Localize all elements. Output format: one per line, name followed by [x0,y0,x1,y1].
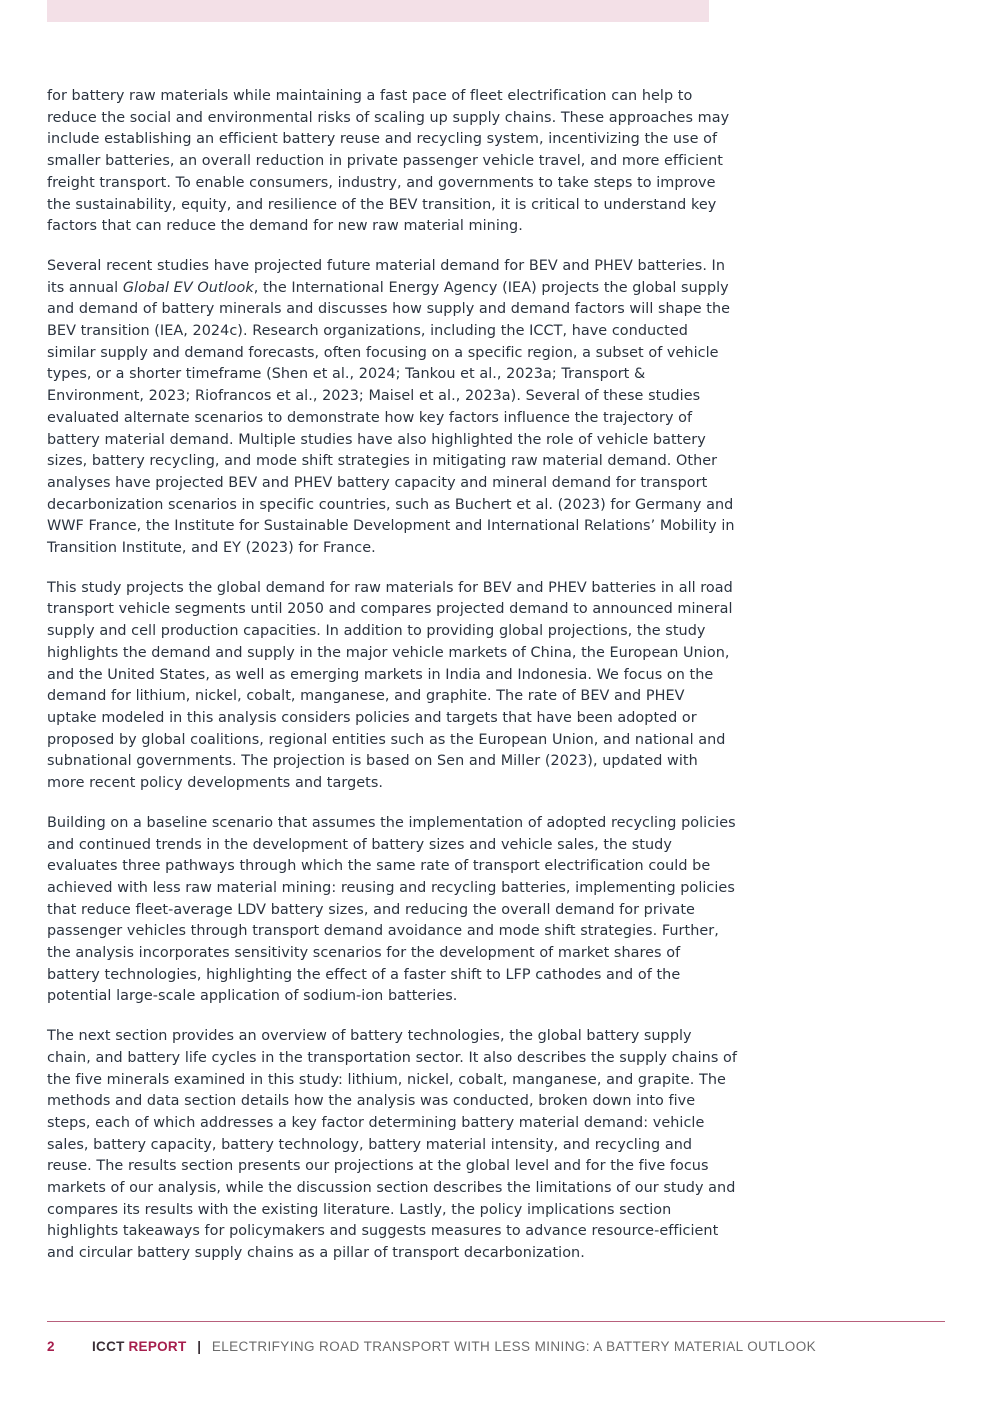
page-number: 2 [47,1339,55,1354]
header-color-band [47,0,709,22]
footer-divider [47,1321,945,1322]
brand-report: REPORT [128,1339,187,1354]
publication-title: Global EV Outlook [122,279,254,296]
paragraph-3: This study projects the global demand for raw materials for BEV and PHEV batteries in all road transport vehicle segments until 2050 and compares projected demand to announced mineral supply and cell production capacities. In addition to providing global projections, the study highlights the demand and supply in the major vehicle markets of China, the European Union, and the United States, as well as emerging markets in India and Indonesia. We focus on the demand for lithium, nickel, cobalt, manganese, and graphite. The rate of BEV and PHEV uptake modeled in this analysis considers policies and targets that have been adopted or proposed by global coalitions, regional entities such as the European Union, and national and subnational governments. The projection is based on Sen and Miller (2023), updated with more recent policy developments and targets. [47,579,733,792]
body-text [47,86,737,1283]
page-footer [47,1338,945,1356]
paragraph-2-text-start: Several recent studies have projected future material demand for BEV and PHEV batteries. In its annual [47,257,726,296]
report-title: ELECTRIFYING ROAD TRANSPORT WITH LESS MINING: A BATTERY MATERIAL OUTLOOK [211,1339,817,1354]
paragraph-2 [47,256,737,560]
paragraph-4: Building on a baseline scenario that assumes the implementation of adopted recycling policies and continued trends in the development of battery sizes and vehicle sales, the study evaluates three pathways through which the same rate of transport electrification could be achieved with less raw material mining: reusing and recycling batteries, implementing policies that reduce fleet-average LDV battery sizes, and reducing the overall demand for private passenger vehicles through transport demand avoidance and mode shift strategies. Further, the analysis incorporates sensitivity scenarios for the development of market shares of battery technologies, highlighting the effect of a faster shift to LFP cathodes and of the potential large-scale application of sodium-ion batteries. [47,814,736,1005]
footer-separator: | [197,1339,202,1354]
paragraph-5: The next section provides an overview of battery technologies, the global battery supply chain, and battery life cycles in the transportation sector. It also describes the supply chains of the five minerals examined in this study: lithium, nickel, cobalt, manganese, and grapite. The methods and data section details how the analysis was conducted, broken down into five steps, each of which addresses a key factor determining battery material demand: vehicle sales, battery capacity, battery technology, battery material intensity, and recycling and reuse. The results section presents our projections at the global level and for the five focus markets of our analysis, while the discussion section describes the limitations of our study and compares its results with the existing literature. Lastly, the policy implications section highlights takeaways for policymakers and suggests measures to advance resource-efficient and circular battery supply chains as a pillar of transport decarbonization. [47,1028,737,1262]
brand-icct: ICCT [92,1339,125,1354]
footer-brand [92,1338,816,1356]
paragraph-2-text-end: , the International Energy Agency (IEA) projects the global supply and demand of battery minerals and discusses how supply and demand factors will shape the BEV transition (IEA, 2024c). Research organizations, including the ICCT, have conducted similar supply and demand forecasts, often focusing on a specific region, a subset of vehicle types, or a shorter timeframe (Shen et al., 2024; Tankou et al., 2023a; Transport & Environment, 2023; Riofrancos et al., 2023; Maisel et al., 2023a). Several of these studies evaluated alternate scenarios to demonstrate how key factors influence the trajectory of battery material demand. Multiple studies have also highlighted the role of vehicle battery sizes, battery recycling, and mode shift strategies in mitigating raw material demand. Other analyses have projected BEV and PHEV battery capacity and mineral demand for transport decarbonization scenarios in specific countries, such as Buchert et al. (2023) for Germany and WWF France, the Institute for Sustainable Development and International Relations’ Mobility in Transition Institute, and EY (2023) for France. [47,279,735,557]
paragraph-1: for battery raw materials while maintaining a fast pace of fleet electrification can help to reduce the social and environmental risks of scaling up supply chains. These approaches may include establishing an efficient battery reuse and recycling system, incentivizing the use of smaller batteries, an overall reduction in private passenger vehicle travel, and more efficient freight transport. To enable consumers, industry, and governments to take steps to improve the sustainability, equity, and resilience of the BEV transition, it is critical to understand key factors that can reduce the demand for new raw material mining. [47,88,730,235]
